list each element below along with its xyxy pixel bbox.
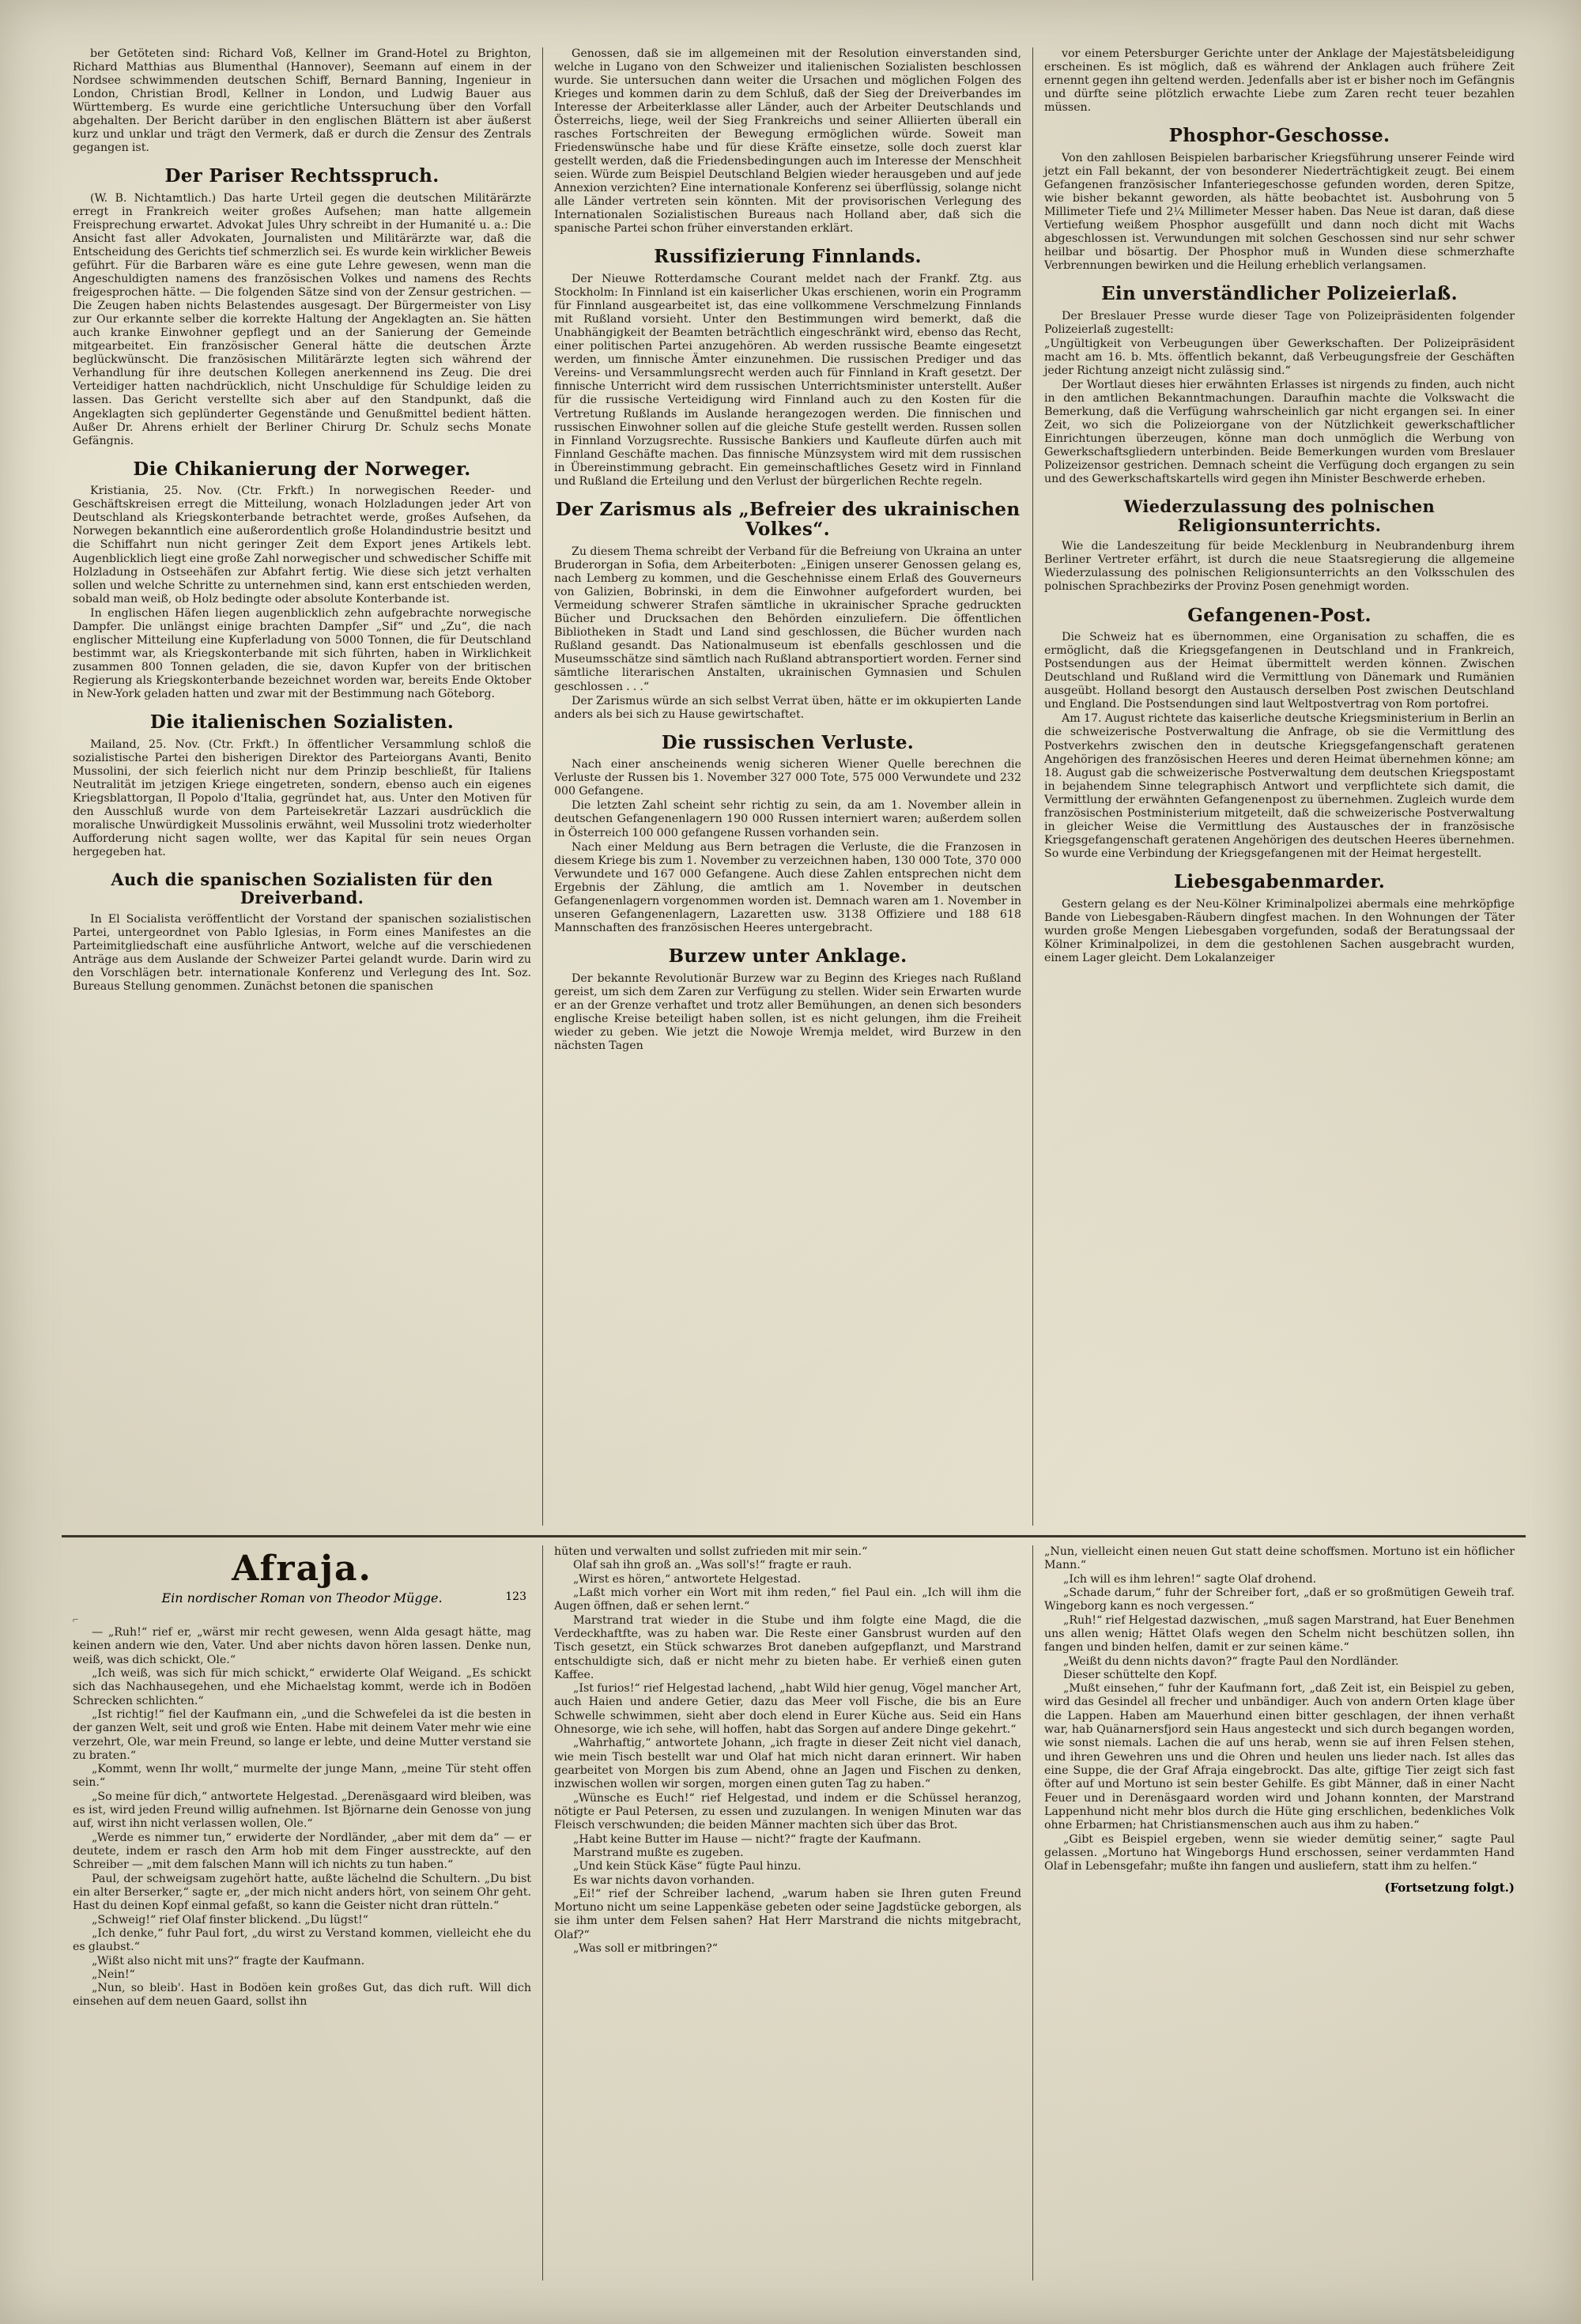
serial-paragraph: — „Ruh!“ rief er, „wärst mir recht gewesen, wenn Alda gesagt hätte, mag keinen andern wie den, Vater. Und aber nichts davon hören lassen. Denke nun, weiß, was dich schickt, Ole.“	[73, 1626, 531, 1666]
serial-paragraph: Marstrand trat wieder in die Stube und ihm folgte eine Magd, die die Verdeckhaftfte, was zu haben war. Die Reste einer Gansbrust wurden auf den Tisch gesetzt, ein Stück schwarzes Brot daneben aufgepflanzt, und Marstrand entschuldigte sich, daß er nicht mehr zu bieten habe. Er verhieß einen guten Kaffee.	[554, 1613, 1021, 1681]
serial-subtitle-row	[73, 1590, 531, 1605]
article-paragraph: Gestern gelang es der Neu-Kölner Kriminalpolizei abermals eine mehrköpfige Bande von Liebesgaben-Räubern dingfest machen. In den Wohnungen der Täter wurden große Mengen Liebesgaben vorgefunden, sodaß der Beratungssaal der Kölner Kriminalpolizei, in dem die gestohlenen Sachen ausgebracht wurden, einem Lager gleicht. Dem Lokalanzeiger	[1044, 897, 1515, 964]
article-paragraph: Die Schweiz hat es übernommen, eine Organisation zu schaffen, die es ermöglicht, daß die Kriegsgefangenen in Deutschland und in Frankreich, Postsendungen aus der Heimat übermittelt werden können. Zwischen Deutschland und Rußland wird die Vermittlung von Dänemark und Rumänien ausgeübt. Holland besorgt den Austausch derselben Post zwischen Deutschland und England. Die Postsendungen sind laut Weltpostvertrag von Rom portofrei.	[1044, 631, 1515, 711]
column-intro-text: Genossen, daß sie im allgemeinen mit der Resolution einverstanden sind, welche in Lugano von den Schweizer und italienischen Sozialisten beschlossen wurde. Sie untersuchen dann weiter die Ursachen und möglichen Folgen des Krieges und kommen darin zu dem Schluß, daß der Sieg der Dreiverbandes im Interesse der Arbeiterklasse aller Länder, auch der Arbeiter Deutschlands und Österreichs, liege, weil der Sieg Frankreichs und seiner Alliierten überall ein rasches Fortschreiten der Bewegung ermöglichen würde. Soweit man Friedenswünsche habe und für diese Kräfte einsetze, solle doch zuerst klar gestellt werden, daß die Friedensbedingungen auch im Interesse der Menschheit seien. Würde zum Beispiel Deutschland Belgien wieder herausgeben und auf jede Annexion verzichten? Eine internationale Konferenz sei überflüssig, solange nicht alle Länder vertreten sein könnten. Mit der provisorischen Verlegung des Internationalen Sozialistischen Bureaus nach Holland aber, daß sich die spanische Partei schon früher einverstanden erklärt.	[554, 47, 1021, 236]
article-headline: Burzew unter Anklage.	[668, 945, 907, 967]
news-column-3	[1032, 47, 1526, 1526]
serial-paragraph: „Wünsche es Euch!“ rief Helgestad, und indem er die Schüssel heranzog, nötigte er Paul Petersen, zu essen und zuzulangen. In wenigen Minuten war das Fleisch verschwunden; die beiden Männer machten sich über das Brot.	[554, 1791, 1021, 1832]
serial-paragraph: „Ruh!“ rief Helgestad dazwischen, „muß sagen Marstrand, hat Euer Benehmen uns allen wenig; Hättet Olafs wegen den Schelm nicht beschützen sollen, ihn fangen und binden helfen, damit er zur seinen käme.“	[1044, 1613, 1515, 1654]
article-paragraph: „Ungültigkeit von Verbeugungen über Gewerkschaften. Der Polizeipräsident macht am 16. b. Mts. öffentlich bekannt, daß Verbeugungsfreie der Geschäften jeder Richtung anzeigt nicht zulässig sind.“	[1044, 338, 1515, 378]
feuilleton-column-2	[542, 1545, 1032, 2281]
article-paragraph: In El Socialista veröffentlicht der Vorstand der spanischen sozialistischen Partei, untergeordnet von Pablo Iglesias, in Form eines Manifestes an die Parteimitgliedschaft eine ausführliche Antwort, welche auf die verschiedenen Anträge aus dem Auslande der Schweizer Partei gelandt wurde. Darin wird zu den Vorschlägen betr. internationale Konferenz und Verlegung des Int. Soz. Bureaus Stellung genommen. Zunächst betonen die spanischen	[73, 912, 531, 994]
serial-installment-number: 123	[505, 1590, 526, 1603]
serial-paragraph: „Wahrhaftig,“ antwortete Johann, „ich fragte in dieser Zeit nicht viel danach, wie mein Tisch bestellt war und Olaf hat mich nicht daran erinnert. Wir haben gearbeitet von Morgen bis zum Abend, ohne an Jagen und Fischen zu denken, inzwischen wollen wir sorgen, morgen einen guten Tag zu haben.“	[554, 1737, 1021, 1791]
serial-paragraph: „Weißt du denn nichts davon?“ fragte Paul den Nordländer.	[1063, 1654, 1399, 1668]
feuilleton-ornament: ⌐	[73, 1613, 81, 1625]
article-paragraph: Nach einer Meldung aus Bern betragen die Verluste, die die Franzosen in diesem Kriege bis zum 1. November zu verzeichnen haben, 130 000 Tote, 370 000 Verwundete und 167 000 Gefangene. Auch diese Zahlen entsprechen nicht dem Ergebnis der Zählung, die amtlich am 1. November in deutschen Gefangenenlagern vorgenommen worden ist. Demnach waren am 1. November in unseren Gefangenenlagern, Lazaretten usw. 3138 Offiziere und 188 618 Mannschaften des französischen Heeres untergebracht.	[554, 840, 1021, 934]
feuilleton-column-3	[1032, 1545, 1526, 2281]
serial-paragraph: „Werde es nimmer tun,“ erwiderte der Nordländer, „aber mit dem da“ — er deutete, indem er rasch den Arm hob mit dem Finger ausstreckte, auf den Schreiber — „mit dem falschen Mann will ich nichts zu tun haben.“	[73, 1831, 531, 1872]
serial-title: Afraja.	[232, 1549, 372, 1589]
article-paragraph: In englischen Häfen liegen augenblicklich zehn aufgebrachte norwegische Dampfer. Die unlängst einige brachten Dampfer „Sif“ und „Zu“, die nach englischer Mitteilung eine Kupferladung von 5000 Tonnen, die für Deutschland bestimmt war, als Kriegskonterbande mit sich führten, haben in Wirklichkeit zusammen 800 Tonnen geladen, die sie, davon Kupfer von der britischen Regierung als Kriegskonterbande bezeichnet worden war, bereits Ende Oktober in New-York geladen hatten und zwar mit der Bestimmung nach Göteborg.	[73, 606, 531, 700]
article-paragraph: Von den zahllosen Beispielen barbarischer Kriegsführung unserer Feinde wird jetzt ein Fall bekannt, der von besonderer Niederträchtigkeit zeugt. Bei einem Gefangenen französischer Infanteriegeschosse gefunden worden, deren Spitze, wie bisher bekannt geworden, als hätte beobachtet ist. Ausbohrung von 5 Millimeter Tiefe und 2¼ Millimeter Messer haben. Das Neue ist daran, daß diese Vertiefung weißem Phosphor ausgefüllt und dann noch dicht mit Wachs abgeschlossen ist. Verwundungen mit solchen Geschossen sind nur sehr schwer heilbar und bösartig. Der Phosphor muß in Wunden diese schmerzhafte Verbrennungen bewirken und die Heilung erheblich verlangsamen.	[1044, 151, 1515, 273]
article-paragraph: Der Breslauer Presse wurde dieser Tage von Polizeipräsidenten folgender Polizeierlaß zugestellt:	[1044, 309, 1515, 336]
article-headline: Die russischen Verluste.	[661, 731, 915, 753]
continuation-note: (Fortsetzung folgt.)	[1384, 1880, 1515, 1895]
article-paragraph: Die letzten Zahl scheint sehr richtig zu sein, da am 1. November allein in deutschen Gefangenenlagern 190 000 Russen interniert waren; außerdem sollen in Österreich 100 000 gefangene Russen vorhanden sein.	[554, 799, 1021, 839]
article-paragraph: Zu diesem Thema schreibt der Verband für die Befreiung von Ukraina an unter Bruderorgan in Sofia, dem Arbeiterboten: „Einigen unserer Genossen gelang es, nach Lemberg zu kommen, und die Geschehnisse einem Erlaß des Gouverneurs von Galizien, Bobrinski, in dem die Einwohner aufgefordert wurden, bei Vermeidung schwerer Strafen sämtliche in ukrainischer Sprache gedruckten Bücher und Drucksachen den Behörden einzuliefern. Die öffentlichen Bibliotheken in Stadt und Land sind geschlossen, die Bücher wurden nach Rußland gesandt. Das Nationalmuseum ist ebenfalls geschlossen und die Museumsschätze sind sämtlich nach Rußland abtransportiert worden. Ferner sind sämtliche literarischen Anstalten, ukrainischen Gymnasien und Schulen geschlossen . . .“	[554, 545, 1021, 693]
serial-paragraph: Marstrand mußte es zugeben.	[573, 1846, 744, 1859]
serial-paragraph: „Nun, vielleicht einen neuen Gut statt deine schoffsmen. Mortuno ist ein höflicher Mann.“	[1044, 1545, 1515, 1572]
serial-paragraph: „Mußt einsehen,“ fuhr der Kaufmann fort, „daß Zeit ist, ein Beispiel zu geben, wird das Gesindel all frecher und unbändiger. Auch von andern Orten klage über die Lappen. Haben am Mauerhund einen bitter geschlagen, der ihnen verhaßt war, hab Quänarnersfjord sein Haus angesteckt und sich durch begangen worden, wie sonst niemals. Lachen die auf uns herab, wenn sie auf ihren Felsen stehen, und ihren Gewehren uns und die Ohren und heulen uns lieder nach. Ist alles das eine Suppe, die der Graf Afraja eingebrockt. Das alte, giftige Tier zeigt sich fast öfter auf und Mortuno ist sein bester Gehilfe. Es gibt Männer, daß in einer Nacht Feuer und in Derenäsgaard worden wird und Johann konnten, der Marstrand Lappenhund nicht mehr blos durch die Hüte ging erschlichen, bedenkliches Volk ohne Erbarmen; hat Christiansmenschen auch aus ihm zu haben.“	[1044, 1682, 1515, 1832]
serial-paragraph: „Wirst es hören,“ antwortete Helgestad.	[573, 1572, 802, 1586]
article-paragraph: (W. B. Nichtamtlich.) Das harte Urteil gegen die deutschen Militärärzte erregt in Frankreich weiter großes Aufsehen; man hatte allgemein Freisprechung erwartet. Advokat Jules Uhry schreibt in der Humanité u. a.: Die Ansicht fast aller Advokaten, Journalisten und Militärärzte war, daß die Entscheidung des Gerichts tief schmerzlich sei. Es wurde kein wirklicher Beweis geführt. Für die Barbaren wäre es eine gute Lehre gewesen, wenn man die Angeschuldigten namens des französischen Volkes und namens des Rechts freigesprochen hätte. — Die folgenden Sätze sind von der Zensur gestrichen. — Die Zeugen haben nichts Belastendes ausgesagt. Der Bürgermeister von Lisy zur Our erkannte selber die korrekte Haltung der Angeklagten an. Sie hätten auch kranke Einwohner gepflegt und an der Sanierung der Gemeinde mitgearbeitet. Ein französischer General hätte die deutschen Ärzte beglückwünscht. Die französischen Militärärzte legten sich während der Verhandlung für ihre deutschen Kollegen anerkennend ins Zeug. Die drei Verteidiger hatten nachdrücklich, nicht Unschuldige für Schuldige leiden zu lassen. Das Gericht verstellte sich aber auf den Standpunkt, daß die Angeklagten sich geplünderter Gegenstände und Genußmittel bedient hätten. Außer Dr. Ahrens erhielt der Berliner Chirurg Dr. Schulz sechs Monate Gefängnis.	[73, 192, 531, 447]
article-paragraph: Mailand, 25. Nov. (Ctr. Frkft.) In öffentlicher Versammlung schloß die sozialistische Partei den bisherigen Direktor des Parteiorgans Avanti, Benito Mussolini, der sich feierlich nicht nur dem Prinzip beschließt, für Italiens Neutralität im jetzigen Kriege eingetreten, sondern, ebenso auch ein eigenes Kriegsblattorgan, Il Popolo d'Italia, gegründet hat, aus. Unter den Motiven für den Ausschluß wurde von dem Parteisekretär Lazzari ausdrücklich die moralische Unwürdigkeit Mussolinis erwähnt, weil Mussolini trotz wiederholter Aufforderung nicht sagen wollte, wer das Kapital für sein neues Organ hergegeben hat.	[73, 738, 531, 858]
column-intro-text: ber Getöteten sind: Richard Voß, Kellner im Grand-Hotel zu Brighton, Richard Matthias aus Blumenthal (Hannover), Seemann auf einem in der Nordsee schwimmenden deutschen Schiff, Bernard Banning, Ingenieur in London, Christian Brodl, Kellner in London, und Ludwig Bauer aus Württemberg. Es wurde eine gerichtliche Untersuchung über den Vorfall abgehalten. Der Bericht darüber in den englischen Blättern ist aber äußerst kurz und unklar und trägt den Vermerk, daß er durch die Zensur des Zentrals gegangen ist.	[73, 47, 531, 155]
article-headline: Der Pariser Rechtsspruch.	[164, 165, 440, 187]
feuilleton-section	[62, 1535, 1526, 2284]
article-headline: Gefangenen-Post.	[1187, 604, 1372, 626]
article-headline: Ein unverständlicher Polizeierlaß.	[1101, 283, 1458, 305]
serial-subtitle: Ein nordischer Roman von Theodor Mügge.	[161, 1590, 443, 1605]
serial-paragraph: „Ich denke,“ fuhr Paul fort, „du wirst zu Verstand kommen, vielleicht ehe du es glaubst.“	[73, 1926, 531, 1954]
serial-paragraph: „Wißt also nicht mit uns?“ fragte der Kaufmann.	[92, 1954, 365, 1967]
serial-paragraph: Paul, der schweigsam zugehört hatte, außte lächelnd die Schultern. „Du bist ein alter Berserker,“ sagte er, „der mich nicht anders hört, von seinem Ohr geht. Hast du deinen Kopf einmal gefaßt, so kann die Geister nicht dran rütteln.“	[73, 1872, 531, 1913]
newspaper-sheet	[62, 47, 1526, 2284]
serial-paragraph: „Ist richtig!“ fiel der Kaufmann ein, „und die Schwefelei da ist die besten in der ganzen Welt, seit und groß wie Enten. Habe mit deinem Vater mehr wie eine verzehrt, Ole, war mein Freund, so lange er lebte, und deine Mutter verstand sie zu braten.“	[73, 1707, 531, 1762]
serial-paragraph: Olaf sah ihn groß an. „Was soll's!“ fragte er rauh.	[573, 1559, 852, 1572]
serial-paragraph: „Schade darum,“ fuhr der Schreiber fort, „daß er so großmütigen Geweih traf. Wingeborg kann es noch vergessen.“	[1044, 1586, 1515, 1613]
article-paragraph: Wie die Landeszeitung für beide Mecklenburg in Neubrandenburg ihrem Berliner Vertreter erfährt, ist durch die neue Staatsregierung die allgemeine Wiederzulassung des polnischen Religionsunterrichts an den Volksschulen des polnischen Sprachbezirks der Provinz Posen genehmigt worden.	[1044, 540, 1515, 594]
serial-paragraph: Es war nichts davon vorhanden.	[573, 1873, 755, 1887]
serial-paragraph: „Was soll er mitbringen?“	[573, 1942, 719, 1956]
news-column-1	[62, 47, 542, 1526]
article-paragraph: Der Nieuwe Rotterdamsche Courant meldet nach der Frankf. Ztg. aus Stockholm: In Finnland ist ein kaiserlicher Ukas erschienen, worin ein Programm für Finnland ausgearbeitet ist, das eine vollkommene Verschmelzung Finnlands mit Rußland vorsieht. Unter den Bestimmungen wird bemerkt, daß die Unabhängigkeit der Beamten beträchtlich eingeschränkt wird, ebenso das Recht, einer politischen Partei anzugehören. Ab werden russische Beamte eingesetzt werden, um finnische Ämter einzunehmen. Die russischen Prediger und das Vereins- und Versammlungsrecht werden auch für Finnland in Kraft gesetzt. Der finnische Unterricht wird dem russischen Unterrichtsminister unterstellt. Außer für die russische Verteidigung wird Finnland auch zu den Kosten für die Vertretung Rußlands im Auslande herangezogen werden. Die finnischen und russischen Einwohner sollen auf die gleiche Stufe gestellt werden. Russen sollen in Finnland Vorzugsrechte. Russische Bankiers und Kaufleute dürfen auch mit Finnland Geschäfte machen. Das finnische Münzsystem wird mit dem russischen in Übereinstimmung gebracht. Ein gemeinschaftliches Gesetz wird in Finnland und Rußland die Erteilung und den Verlust der bürgerlichen Rechte regeln.	[554, 273, 1021, 488]
article-headline: Wiederzulassung des polnischen Religionsunterrichts.	[1123, 496, 1436, 535]
article-paragraph: Der bekannte Revolutionär Burzew war zu Beginn des Krieges nach Rußland gereist, um sich dem Zaren zur Verfügung zu stellen. Wider sein Erwarten wurde er an der Grenze verhaftet und trotz aller Bemühungen, an denen sich besonders englische Kreise beteiligt haben sollen, ist es nicht gelungen, ihm die Freiheit wieder zu geben. Wie jetzt die Nowoje Wremja meldet, wird Burzew in den nächsten Tagen	[554, 971, 1021, 1052]
article-paragraph: Kristiania, 25. Nov. (Ctr. Frkft.) In norwegischen Reeder- und Geschäftskreisen erregt die Mitteilung, wonach Holzladungen jeder Art von Deutschland als Kriegskonterbande betrachtet werde, großes Aufsehen, da Norwegen bekanntlich eine außerordentlich große Holandindustrie besitzt und die Schiffahrt nun nicht geringer Zeit dem Export jenes Artikels lebt. Augenblicklich liegt eine große Zahl norwegischer und schwedischer Schiffe mit Holzladung in Ostseehäfen zur Abfahrt fertig. Wie diese sich jetzt verhalten sollen und welche Schritte zu unternehmen sind, kann erst entschieden werden, sobald man weiß, ob Holz bedingte oder absolute Konterbande ist.	[73, 485, 531, 606]
serial-paragraph: „Kommt, wenn Ihr wollt,“ murmelte der junge Mann, „meine Tür steht offen sein.“	[73, 1763, 531, 1790]
serial-paragraph: „Gibt es Beispiel ergeben, wenn sie wieder demütig seiner,“ sagte Paul gelassen. „Mortuno hat Wingeborgs Hund erschossen, seiner verdammten Hand Olaf in Lebensgefahr; mußte ihn fangen und ausliefern, statt ihm zu helfen.“	[1044, 1832, 1515, 1873]
article-headline: Auch die spanischen Sozialisten für den Dreiverband.	[111, 869, 493, 908]
serial-paragraph: „Ist furios!“ rief Helgestad lachend, „habt Wild hier genug, Vögel mancher Art, auch Haien und andere Getier, dazu das Meer voll Fische, die bis an Eure Schwelle schwimmen, sieht aber doch elend in Eurer Küche aus. Seid ein Hans Ohnesorge, wie ich sehe, will hoffen, habt das Sorgen auf andere Dinge gekehrt.“	[554, 1682, 1021, 1737]
serial-paragraph: „Ich weiß, was sich für mich schickt,“ erwiderte Olaf Weigand. „Es schickt sich das Nachhausegehen, und ehe Michaelstag kommt, werde ich in Bodöen Schrecken schlichten.“	[73, 1666, 531, 1707]
article-headline: Russifizierung Finnlands.	[654, 246, 922, 268]
serial-paragraph: „Ei!“ rief der Schreiber lachend, „warum haben sie Ihren guten Freund Mortuno nicht um seine Lappenkäse gebeten oder seine Jagdstücke geborgen, als sie ihm unter dem Felsen sahen? Hat Herr Marstrand die nichts mitgebracht, Olaf?“	[554, 1887, 1021, 1941]
article-paragraph: Nach einer anscheinends wenig sicheren Wiener Quelle berechnen die Verluste der Russen bis 1. November 327 000 Tote, 575 000 Verwundete und 232 000 Gefangene.	[554, 758, 1021, 798]
column-intro-text: vor einem Petersburger Gerichte unter der Anklage der Majestätsbeleidigung erscheinen. Es ist möglich, daß es während der Anklagen auch frühere Zeit ernennt gegen ihn geltend werden. Jedenfalls aber ist er bisher noch im Gefängnis und dürfte seine plötzlich erwachte Liebe zum Zaren recht teuer bezahlen müssen.	[1044, 47, 1515, 115]
serial-paragraph: „Laßt mich vorher ein Wort mit ihm reden,“ fiel Paul ein. „Ich will ihm die Augen öffnen, daß er sehen lernt.“	[554, 1586, 1021, 1613]
article-headline: Liebesgabenmarder.	[1173, 870, 1386, 892]
serial-paragraph: „Schweig!“ rief Olaf finster blickend. „Du lügst!“	[92, 1913, 368, 1926]
serial-paragraph: „Nein!“	[92, 1967, 135, 1981]
article-headline: Die Chikanierung der Norweger.	[133, 458, 471, 480]
serial-paragraph: Dieser schüttelte den Kopf.	[1063, 1668, 1217, 1681]
serial-paragraph: „Ich will es ihm lehren!“ sagte Olaf drohend.	[1063, 1572, 1317, 1586]
news-section	[62, 47, 1526, 1526]
serial-paragraph: „So meine für dich,“ antwortete Helgestad. „Derenäsgaard wird bleiben, was es ist, wird jeden Freund willig aufnehmen. Ist Björnarne dein Genosse von jung auf, wirst ihn nicht verlassen wollen, Ole.“	[73, 1790, 531, 1831]
article-headline: Phosphor-Geschosse.	[1168, 125, 1390, 147]
article-paragraph: Der Wortlaut dieses hier erwähnten Erlasses ist nirgends zu finden, auch nicht in den amtlichen Bekanntmachungen. Daraufhin machte die Volkswacht die Bemerkung, daß die Verfügung wahrscheinlich gar nicht ergangen sei. In einer Zeit, wo sich die Polizeiorgane von der Nützlichkeit gewerkschaftlicher Einrichtungen überzeugen, könne man doch unmöglich die Werbung von Gewerkschaftsgliedern unterbinden. Beide Bemerkungen wurden vom Breslauer Polizeizensor gestrichen. Demnach scheint die Verfügung doch ergangen zu sein und des Gewerkschaftskartells wird gegen ihn Minister Beschwerde erheben.	[1044, 379, 1515, 486]
article-paragraph: Der Zarismus würde an sich selbst Verrat üben, hätte er im okkupierten Lande anders als bei sich zu Hause gewirtschaftet.	[554, 694, 1021, 721]
news-column-2	[542, 47, 1032, 1526]
serial-paragraph: „Und kein Stück Käse“ fügte Paul hinzu.	[573, 1860, 802, 1873]
article-paragraph: Am 17. August richtete das kaiserliche deutsche Kriegsministerium in Berlin an die schweizerische Postverwaltung die Anfrage, ob sie die Vermittlung des Postverkehrs zwischen den in deutsche Kriegsgefangenschaft geratenen Angehörigen des französischen Heeres und deren Heimat übernehmen könne; am 18. August gab die schweizerische Postverwaltung dem deutschen Kriegspostamt in bejahendem Sinne telegraphisch Antwort und verpflichtete sich damit, die Vermittlung der erwähnten Gefangenenpost zu übernehmen. Zugleich wurde dem französischen Postministerium mitgeteilt, daß die schweizerische Postverwaltung in gleicher Weise die Vermittlung des Austausches der in französische Kriegsgefangenschaft geratenen Angehörigen des deutschen Heeres übernehmen. So wurde eine Verbindung der Kriegsgefangenen mit der Heimat hergestellt.	[1044, 712, 1515, 860]
serial-paragraph: „Nun, so bleib'. Hast in Bodöen kein großes Gut, das dich ruft. Will dich einsehen auf dem neuen Gaard, sollst ihn	[73, 1982, 531, 2009]
article-headline: Die italienischen Sozialisten.	[149, 711, 455, 733]
serial-paragraph: hüten und verwalten und sollst zufrieden mit mir sein.“	[554, 1545, 868, 1558]
serial-paragraph: „Habt keine Butter im Hause — nicht?“ fragte der Kaufmann.	[573, 1832, 922, 1846]
article-headline: Der Zarismus als „Befreier des ukrainischen Volkes“.	[555, 498, 1021, 541]
feuilleton-column-1	[62, 1545, 542, 2281]
